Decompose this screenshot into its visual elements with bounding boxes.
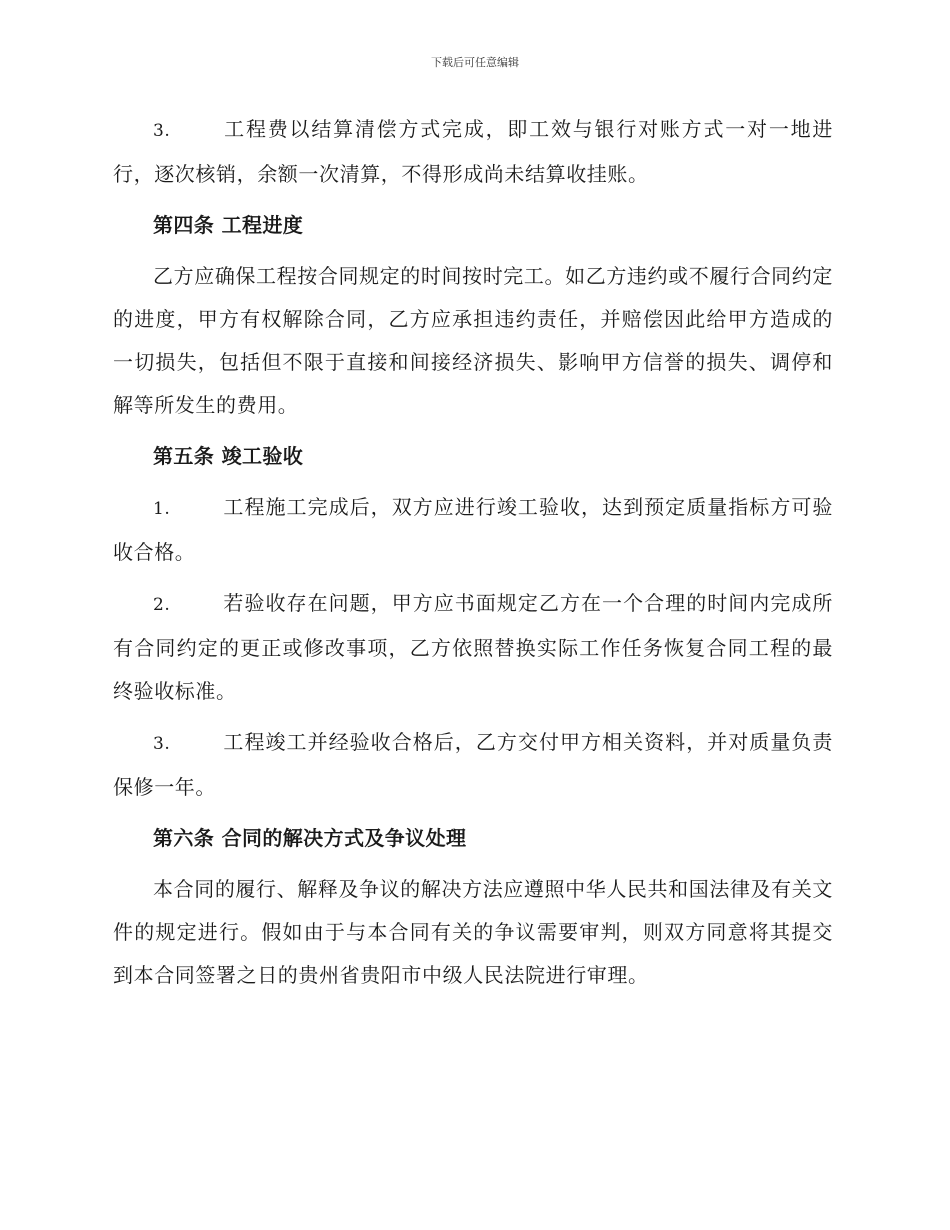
item-text: 若验收存在问题，甲方应书面规定乙方在一个合理的时间内完成所有合同约定的更正或修改事项，乙方依照替换实际工作任务恢复合同工程的最终验收标准。 xyxy=(113,591,833,703)
clause-1-acceptance xyxy=(113,486,833,574)
item-text: 工程施工完成后，双方应进行竣工验收，达到预定质量指标方可验收合格。 xyxy=(113,495,833,564)
item-number: 3. xyxy=(153,121,171,141)
paragraph-text: 乙方应确保工程按合同规定的时间按时完工。如乙方违约或不履行合同约定的进度，甲方有权解除合同，乙方应承担违约责任，并赔偿因此给甲方造成的一切损失，包括但不限于直接和间接经济损失、影响甲方信誉的损失、调停和解等所发生的费用。 xyxy=(113,264,833,417)
clause-2-acceptance xyxy=(113,582,833,713)
item-number: 2. xyxy=(153,595,171,615)
clause-3-acceptance xyxy=(113,721,833,809)
section-heading-disputes: 第六条 合同的解决方式及争议处理 xyxy=(153,826,467,850)
item-text: 工程竣工并经验收合格后，乙方交付甲方相关资料，并对质量负责保修一年。 xyxy=(113,730,833,799)
item-text: 工程费以结算清偿方式完成，即工效与银行对账方式一对一地进行，逐次核销，余额一次清算，不得形成尚未结算收挂账。 xyxy=(113,117,833,186)
paragraph-text: 本合同的履行、解释及争议的解决方法应遵照中华人民共和国法律及有关文件的规定进行。假如由于与本合同有关的争议需要审判，则双方同意将其提交到本合同签署之日的贵州省贵阳市中级人民法院进行审理。 xyxy=(113,877,833,987)
document-body xyxy=(113,108,833,1005)
section-heading-acceptance: 第五条 竣工验收 xyxy=(153,444,304,468)
item-number: 1. xyxy=(153,499,171,519)
page-header: 下载后可任意编辑 xyxy=(431,56,519,69)
section-heading-progress: 第四条 工程进度 xyxy=(153,213,304,237)
clause-3-payment xyxy=(113,108,833,196)
paragraph-disputes xyxy=(113,868,833,997)
paragraph-progress xyxy=(113,255,833,427)
item-number: 3. xyxy=(153,734,171,754)
